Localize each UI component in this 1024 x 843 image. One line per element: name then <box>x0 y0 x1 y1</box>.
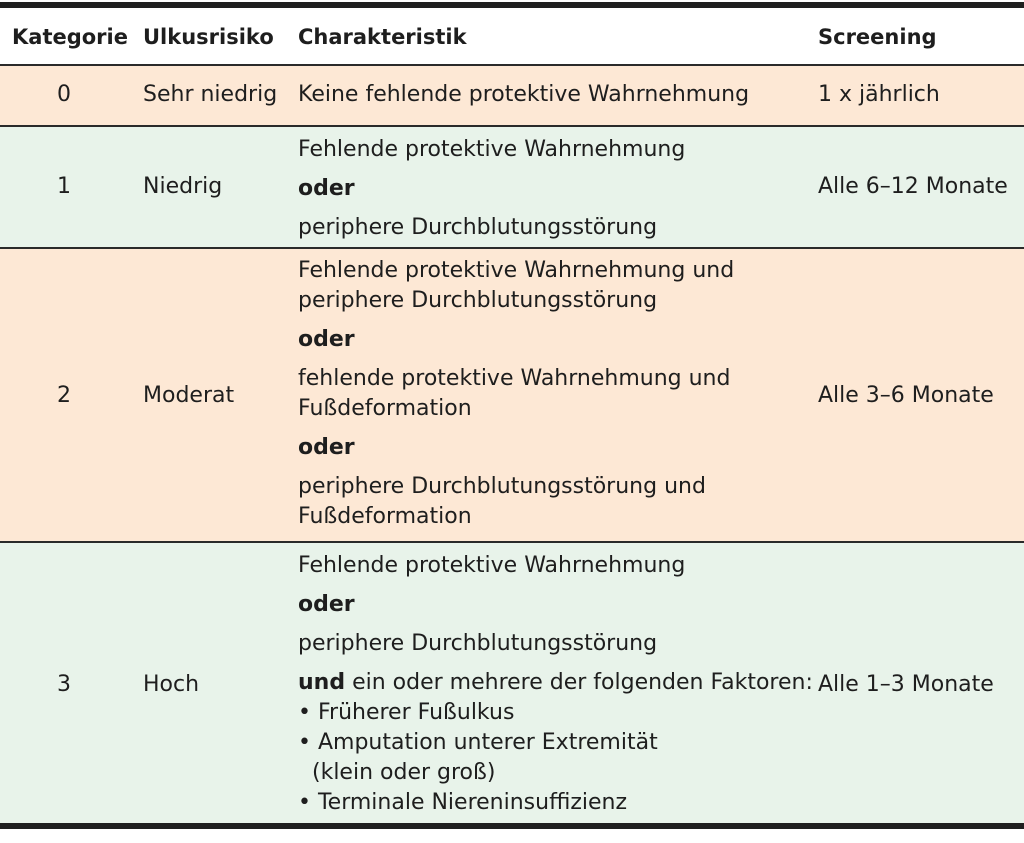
screening-cell: Alle 6–12 Monate <box>818 174 1008 199</box>
charakteristik-line: fehlende protektive Wahrnehmung und <box>298 366 731 391</box>
kategorie-cell: 2 <box>57 383 71 408</box>
charakteristik-cell <box>298 551 813 818</box>
charakteristik-line: periphere Durchblutungsstörung <box>298 288 658 313</box>
bullet-item: • Terminale Niereninsuffizienz <box>298 790 628 815</box>
connector-oder: oder <box>298 176 355 201</box>
charakteristik-line-factors <box>298 668 813 698</box>
kategorie-cell: 0 <box>57 82 71 107</box>
charakteristik-line: Keine fehlende protektive Wahrnehmung <box>298 82 750 107</box>
header-kategorie: Kategorie <box>12 25 128 49</box>
charakteristik-line: Fehlende protektive Wahrnehmung <box>298 137 686 162</box>
charakteristik-line: Fehlende protektive Wahrnehmung <box>298 553 686 578</box>
charakteristik-line: periphere Durchblutungsstörung <box>298 631 658 656</box>
connector-oder: oder <box>298 327 355 352</box>
ulkusrisiko-cell: Niedrig <box>143 174 223 199</box>
factors-intro: ein oder mehrere der folgenden Faktoren: <box>352 670 813 695</box>
ulkusrisiko-cell: Sehr niedrig <box>143 82 278 107</box>
connector-oder: oder <box>298 592 355 617</box>
screening-cell: Alle 3–6 Monate <box>818 383 994 408</box>
table-header-row <box>0 8 1024 66</box>
header-ulkusrisiko: Ulkusrisiko <box>143 25 274 49</box>
table-row <box>0 249 1024 543</box>
screening-cell: 1 x jährlich <box>818 82 940 107</box>
bullet-item: • Früherer Fußulkus <box>298 700 515 725</box>
kategorie-cell: 3 <box>57 672 71 697</box>
charakteristik-cell <box>298 80 749 110</box>
bullet-item: • Amputation unterer Extremität <box>298 730 658 755</box>
screening-cell: Alle 1–3 Monate <box>818 672 994 697</box>
ulkusrisiko-cell: Moderat <box>143 383 235 408</box>
header-charakteristik: Charakteristik <box>298 25 467 49</box>
charakteristik-cell <box>298 135 685 243</box>
charakteristik-line: periphere Durchblutungsstörung und <box>298 474 706 499</box>
charakteristik-line: periphere Durchblutungsstörung <box>298 215 658 240</box>
charakteristik-cell <box>298 256 734 532</box>
table-bottom-rule <box>0 823 1024 829</box>
connector-und: und <box>298 670 346 695</box>
table-row <box>0 127 1024 249</box>
charakteristik-line: Fußdeformation <box>298 504 472 529</box>
table-row <box>0 66 1024 127</box>
ulkusrisiko-cell: Hoch <box>143 672 200 697</box>
bullet-continuation: (klein oder groß) <box>312 760 496 785</box>
table-row <box>0 543 1024 823</box>
header-screening: Screening <box>818 25 937 49</box>
charakteristik-line: Fehlende protektive Wahrnehmung und <box>298 258 735 283</box>
kategorie-cell: 1 <box>57 174 71 199</box>
charakteristik-line: Fußdeformation <box>298 396 472 421</box>
connector-oder: oder <box>298 435 355 460</box>
